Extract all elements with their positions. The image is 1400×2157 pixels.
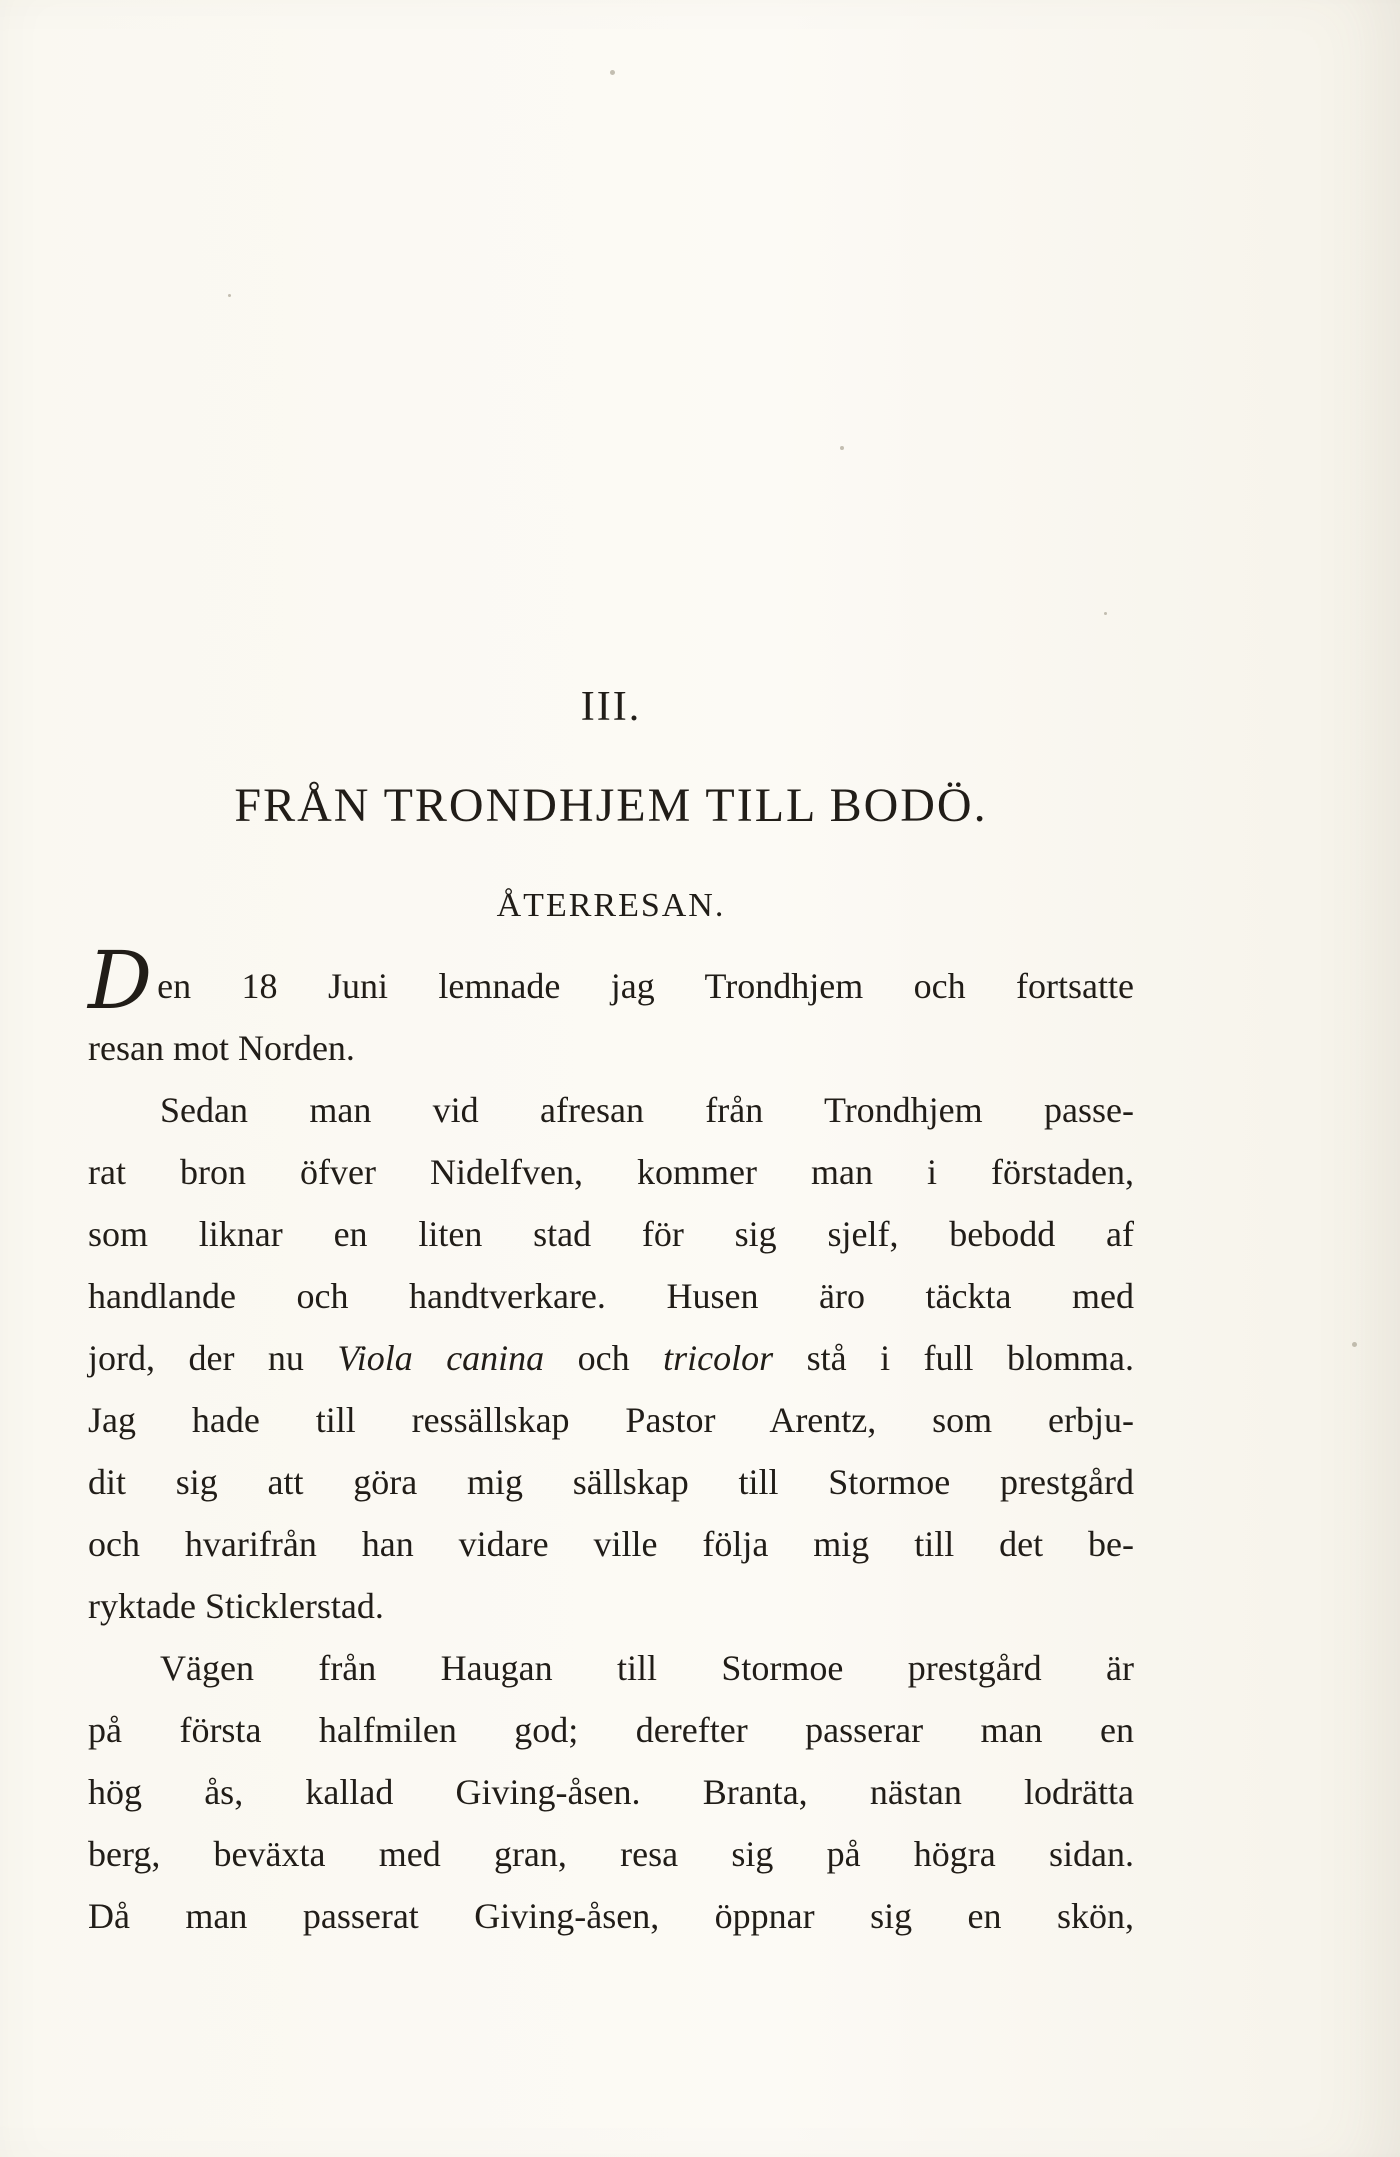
text-segment: Sedan man vid afresan från Trondhjem passe- — [160, 1089, 1134, 1130]
text-line — [88, 1327, 1134, 1389]
text-line — [88, 1637, 1134, 1699]
text-segment: ryktade Sticklerstad. — [88, 1585, 384, 1626]
section-subtitle: ÅTERRESAN. — [496, 886, 726, 924]
text-segment: som liknar en liten stad för sig sjelf, bebodd af — [88, 1213, 1134, 1254]
text-line — [88, 1513, 1134, 1575]
text-line — [88, 1265, 1134, 1327]
body-text — [88, 933, 1134, 1947]
text-line — [88, 1885, 1134, 1947]
text-segment: och hvarifrån han vidare ville följa mig till det be- — [88, 1523, 1134, 1564]
text-segment: Vägen från Haugan till Stormoe prestgård är — [160, 1647, 1134, 1688]
chapter-title: FRÅN TRONDHJEM TILL BODÖ. — [234, 779, 988, 832]
text-line — [88, 1141, 1134, 1203]
text-segment: Jag hade till ressällskap Pastor Arentz, som erbju- — [88, 1399, 1134, 1440]
chapter-number: III. — [580, 684, 642, 730]
text-segment: handlande och handtverkare. Husen äro täckta med — [88, 1275, 1134, 1316]
species-name-italic: Viola canina — [337, 1337, 545, 1378]
text-line — [88, 1389, 1134, 1451]
text-segment: rat bron öfver Nidelfven, kommer man i förstaden, — [88, 1151, 1134, 1192]
text-segment: hög ås, kallad Giving-åsen. Branta, nästan lodrätta — [88, 1771, 1134, 1812]
text-segment: jord, der nu — [88, 1337, 338, 1378]
text-segment: en 18 Juni lemnade jag Trondhjem och fortsatte — [157, 965, 1134, 1006]
species-name-italic: tricolor — [663, 1337, 774, 1378]
text-segment: på första halfmilen god; derefter passerar man en — [88, 1709, 1134, 1750]
text-line — [88, 1575, 1134, 1637]
text-segment: dit sig att göra mig sällskap till Stormoe prestgård — [88, 1461, 1134, 1502]
text-line — [88, 1761, 1134, 1823]
text-segment: berg, beväxta med gran, resa sig på högra sidan. — [88, 1833, 1134, 1874]
text-line — [88, 1699, 1134, 1761]
text-segment: stå i full blomma. — [773, 1337, 1134, 1378]
text-line — [88, 933, 1134, 1027]
text-line — [88, 1451, 1134, 1513]
text-line — [88, 1079, 1134, 1141]
drop-cap-initial: D — [88, 933, 153, 1027]
text-segment: och — [544, 1337, 664, 1378]
text-segment: resan mot Norden. — [88, 1027, 355, 1068]
text-line — [88, 1017, 1134, 1079]
text-line — [88, 1203, 1134, 1265]
scan-speck — [1352, 1342, 1357, 1347]
text-line — [88, 1823, 1134, 1885]
text-column — [88, 0, 1134, 1947]
text-segment: Då man passerat Giving-åsen, öppnar sig en skön, — [88, 1895, 1134, 1936]
